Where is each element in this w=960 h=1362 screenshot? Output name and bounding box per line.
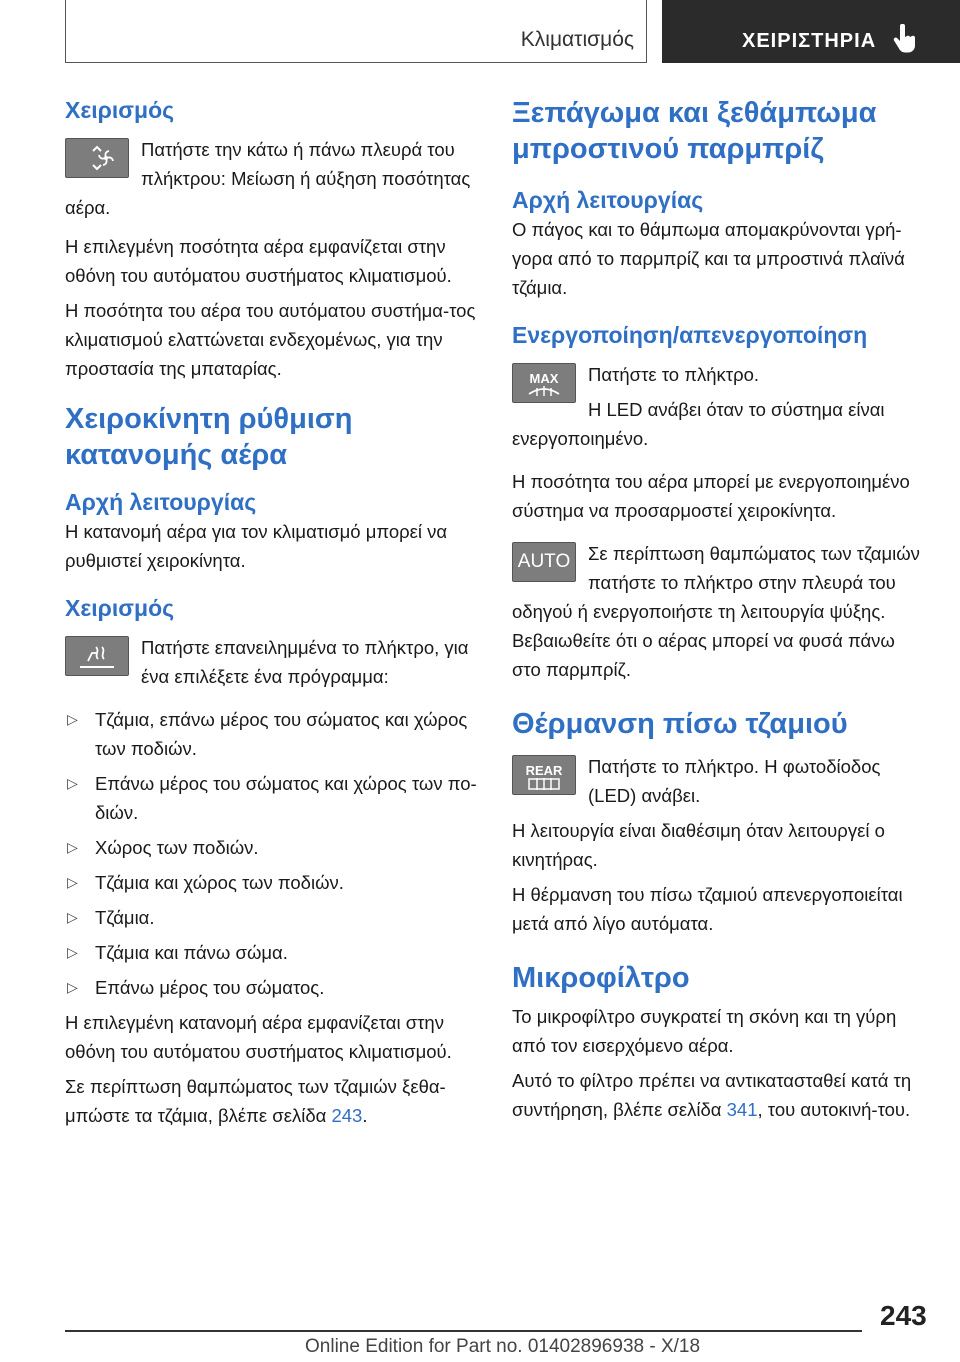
auto-label: AUTO <box>517 551 571 572</box>
paragraph: Η LED ανάβει όταν το σύστημα είναι ενεργοποιημένο. <box>512 399 885 449</box>
paragraph: Η επιλεγμένη ποσότητα αέρα εμφανίζεται στην οθόνη του αυτόματου συστήματος κλιματισμού. <box>65 236 452 286</box>
triangle-bullet-icon: ▷ <box>67 711 78 727</box>
paragraph: Πατήστε την κάτω ή πάνω πλευρά του πλήκτρου: Μείωση ή αύξηση ποσότητας αέρα. <box>65 139 471 218</box>
paragraph: Σε περίπτωση θαμπώματος των τζαμιών ξεθα-μπώστε τα τζάμια, βλέπε σελίδα 243. <box>65 1076 446 1126</box>
list-item: ▷ Χώρος των ποδιών. <box>65 833 480 862</box>
paragraph: Η ποσότητα του αέρα του αυτόματου συστήμα-τος κλιματισμού ελαττώνεται ενδεχομένως, για την προστασία της μπαταρίας. <box>65 300 476 379</box>
header-chapter-tab <box>662 0 960 63</box>
air-distribution-button-icon <box>65 636 129 676</box>
triangle-bullet-icon: ▷ <box>67 909 78 925</box>
heading-on-off: Ενεργοποίηση/απενεργοποίηση <box>512 322 868 348</box>
triangle-bullet-icon: ▷ <box>67 775 78 791</box>
max-defrost-button-icon <box>512 363 576 403</box>
heading-principle: Αρχή λειτουργίας <box>65 489 257 515</box>
heading-microfilter: Μικροφίλτρο <box>512 962 690 994</box>
paragraph: Ο πάγος και το θάμπωμα απομακρύνονται γρή-γορα από το παρμπρίζ και τα μπροστινά πλαϊνά τζάμια. <box>512 219 905 298</box>
heading-defrost: Ξεπάγωμα και ξεθάμπωμα μπροστινού παρμπρίζ <box>512 97 877 165</box>
triangle-bullet-icon: ▷ <box>67 979 78 995</box>
rear-defrost-button-icon <box>512 755 576 795</box>
edition-note: Online Edition for Part no. 01402896938 - X/18 <box>305 1336 701 1357</box>
heading-principle: Αρχή λειτουργίας <box>512 187 704 213</box>
section-title: Κλιματισμός <box>520 28 634 51</box>
list-item: ▷ Τζάμια και χώρος των ποδιών. <box>65 868 480 897</box>
heading-control: Χειρισμός <box>65 97 175 123</box>
paragraph: Πατήστε επανειλημμένα το πλήκτρο, για ένα επιλέξετε ένα πρόγραμμα: <box>141 637 469 687</box>
heading-control: Χειρισμός <box>65 595 175 621</box>
chapter-title: ΧΕΙΡΙΣΤΗΡΙΑ <box>742 30 877 52</box>
paragraph: Πατήστε το πλήκτρο. Η φωτοδίοδος (LED) ανάβει. <box>588 756 881 806</box>
paragraph: Η θέρμανση του πίσω τζαμιού απενεργοποιείται μετά από λίγο αυτόματα. <box>512 884 903 934</box>
list-item: ▷ Τζάμια, επάνω μέρος του σώματος και χώρος των ποδιών. <box>65 705 480 763</box>
list-item: ▷ Επάνω μέρος του σώματος και χώρος των πο-διών. <box>65 769 480 827</box>
triangle-bullet-icon: ▷ <box>67 839 78 855</box>
rear-label: REAR <box>525 763 563 778</box>
paragraph: Η λειτουργία είναι διαθέσιμη όταν λειτουργεί ο κινητήρας. <box>512 820 885 870</box>
paragraph: Το μικροφίλτρο συγκρατεί τη σκόνη και τη γύρη από τον εισερχόμενο αέρα. <box>512 1006 897 1056</box>
list-item: ▷ Επάνω μέρος του σώματος. <box>65 973 480 1002</box>
page-link-243[interactable]: 243 <box>331 1105 363 1126</box>
heading-rear-window: Θέρμανση πίσω τζαμιού <box>512 708 848 740</box>
list-item: ▷ Τζάμια και πάνω σώμα. <box>65 938 480 967</box>
auto-button-icon <box>512 542 576 582</box>
footer-divider <box>65 1330 862 1332</box>
paragraph: Σε περίπτωση θαμπώματος των τζαμιών πατήστε το πλήκτρο στην πλευρά του οδηγού ή ενεργοποιήστε τη λειτουργία ψύξης. Βεβαιωθείτε ότι ο αέρας μπορεί να φυσά πάνω στο παρμπρίζ. <box>512 543 920 680</box>
paragraph: Η επιλεγμένη κατανομή αέρα εμφανίζεται στην οθόνη του αυτόματου συστήματος κλιματισμού. <box>65 1012 452 1062</box>
max-label: MAX <box>529 371 559 386</box>
header-section-box <box>65 0 647 63</box>
fan-speed-button-icon <box>65 138 129 178</box>
hand-pointer-icon <box>892 24 918 59</box>
list-item: ▷ Τζάμια. <box>65 903 480 932</box>
paragraph: Πατήστε το πλήκτρο. <box>588 364 760 385</box>
heading-manual-distribution: Χειροκίνητη ρύθμιση κατανομής αέρα <box>65 403 353 471</box>
paragraph: Η ποσότητα του αέρα μπορεί με ενεργοποιημένο σύστημα να προσαρμοστεί χειροκίνητα. <box>512 471 910 521</box>
triangle-bullet-icon: ▷ <box>67 874 78 890</box>
program-list <box>65 705 480 1002</box>
left-column <box>65 95 480 1130</box>
page-number: 243 <box>880 1300 927 1331</box>
paragraph: Η κατανομή αέρα για τον κλιματισμό μπορεί να ρυθμιστεί χειροκίνητα. <box>65 521 448 571</box>
triangle-bullet-icon: ▷ <box>67 944 78 960</box>
paragraph: Αυτό το φίλτρο πρέπει να αντικατασταθεί κατά τη συντήρηση, βλέπε σελίδα 341, του αυτοκινή-του. <box>512 1070 912 1120</box>
page-link-341[interactable]: 341 <box>726 1099 758 1120</box>
right-column <box>512 95 927 1124</box>
